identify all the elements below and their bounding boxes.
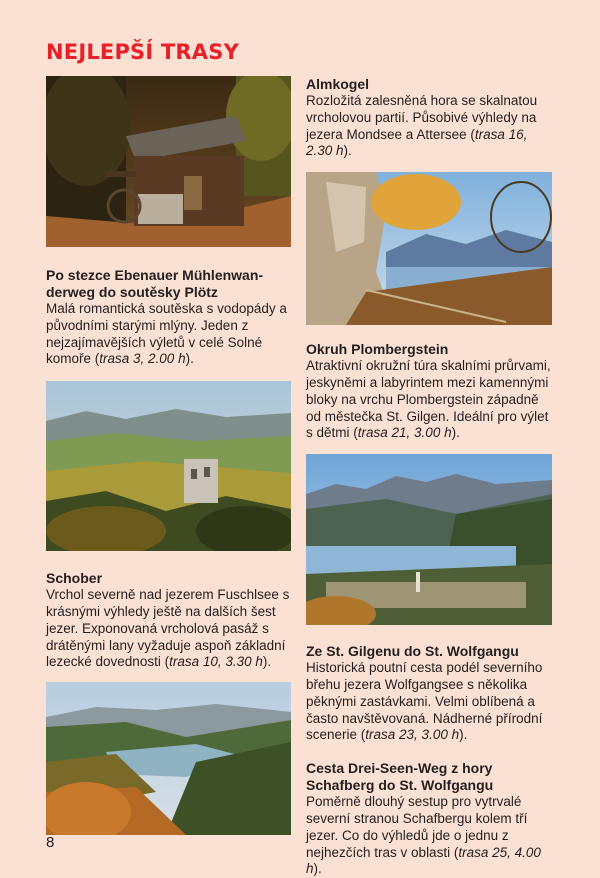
- route-description: Poměrně dlouhý sestup pro vytrvalé severní stranou Schafbergu kolem tří jezer. Co do výhledů jde o jednu z nejhezčích tras v oblasti (trasa 25, 4.00 h).: [306, 794, 541, 877]
- route-title: Po stezce Ebenauer Mühlenwan-derweg do soutěsky Plötz: [46, 267, 264, 300]
- right-column: [306, 76, 552, 878]
- mill-forest-photo: [46, 76, 291, 247]
- route-title: Cesta Drei-Seen-Weg z hory Schafberg do St. Wolfgangu: [306, 760, 494, 794]
- route-ploetz: [46, 267, 291, 368]
- route-ref: trasa 21, 3.00 h: [357, 425, 452, 441]
- route-ref: trasa 10, 3.30 h: [169, 654, 263, 670]
- route-ref: trasa 25, 4.00 h: [306, 844, 541, 877]
- route-title: Okruh Plombergstein: [306, 341, 449, 358]
- route-ref: trasa 3, 2.00 h: [99, 351, 186, 367]
- route-description: Atraktivní okružní túra skalními průrvami, jeskyněmi a labyrintem mezi kamennými bloky na vrchu Plombergstein západně od městečka St. Gilgen. Ideální pro výlet s dětmi (trasa 21, 3.00 h).: [306, 358, 551, 441]
- route-ref: trasa 16, 2.30 h: [306, 126, 528, 159]
- route-description: Historická poutní cesta podél severního břehu jezera Wolfgangsee s několika pěknými zastávkami. Velmi oblíbená a často navštěvovaná. Nádherné přírodní scenerie (trasa 23, 3.00 h).: [306, 660, 543, 743]
- town-lake-mountains-photo: [306, 454, 552, 625]
- left-column: [46, 76, 291, 835]
- route-drei-seen-weg: [306, 760, 552, 878]
- route-title: Almkogel: [306, 76, 370, 92]
- route-title: Schober: [46, 570, 103, 587]
- route-schober: [46, 570, 291, 671]
- route-plombergstein: [306, 341, 552, 442]
- route-description: Vrchol severně nad jezerem Fuschlsee s krásnými výhledy ještě na dalších šest jezer. Exponovaná vrcholová pasáž s drátěnými lany vyžaduje aspoň základní lezecké dovednosti (trasa 10, 3.30 h).: [46, 587, 290, 670]
- route-description: Rozložitá zalesněná hora se skalnatou vrcholovou partií. Působivé výhledy na jezera Mondsee a Attersee (trasa 16, 2.30 h).: [306, 93, 538, 159]
- page-number: 8: [46, 834, 55, 851]
- route-ref: trasa 23, 3.00 h: [365, 727, 460, 743]
- page-title: NEJLEPŠÍ TRASY: [46, 40, 239, 64]
- route-title: Ze St. Gilgenu do St. Wolfgangu: [306, 643, 519, 660]
- route-description: Malá romantická soutěska s vodopády a původními starými mlýny. Jeden z nejzajímavějších výletů v celé Solné komoře (trasa 3, 2.00 h).: [46, 301, 287, 367]
- route-st-gilgen-st-wolfgang: [306, 643, 552, 744]
- autumn-lake-valley-photo: [46, 682, 291, 835]
- cliff-path-lake-photo: [306, 172, 552, 325]
- route-almkogel: [306, 76, 552, 160]
- castle-ruin-valley-photo: [46, 381, 291, 551]
